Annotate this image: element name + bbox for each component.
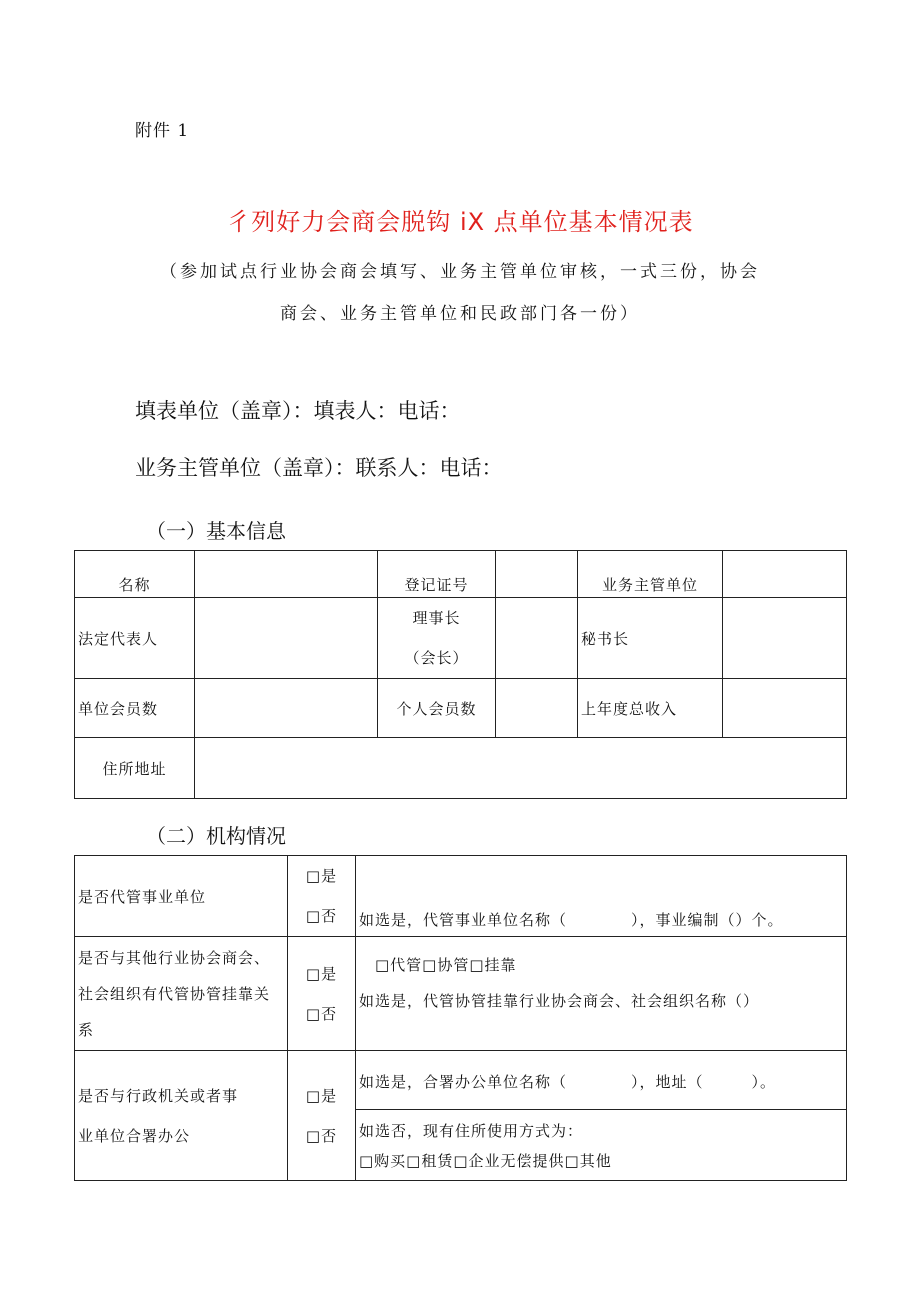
detail-co-located bbox=[356, 1051, 847, 1181]
input-supervisor-unit[interactable] bbox=[723, 551, 847, 598]
label-chairman-line1: 理事长 bbox=[412, 609, 461, 627]
co-located-no-detail: 如选否，现有住所使用方式为： bbox=[359, 1121, 584, 1140]
subtitle-line-2: 商会、业务主管单位和民政部门各一份） bbox=[280, 304, 640, 324]
fill-line-unit: 填表单位（盖章）：填表人：电话： bbox=[135, 399, 461, 423]
yes-no-choice-3 bbox=[288, 1051, 356, 1181]
label-chairman-line2: （会长） bbox=[404, 649, 469, 667]
label-supervisor-unit: 业务主管单位 bbox=[578, 551, 723, 598]
checkbox-yes-3[interactable]: □是 bbox=[305, 1086, 338, 1105]
co-located-yes-detail: 如选是，合署办公单位名称（ ），地址（ ）。 bbox=[356, 1056, 846, 1110]
label-individual-members: 个人会员数 bbox=[378, 679, 496, 738]
input-address[interactable] bbox=[195, 738, 847, 799]
q-manages-institution: 是否代管事业单位 bbox=[75, 856, 288, 937]
input-last-year-income[interactable] bbox=[723, 679, 847, 738]
input-name[interactable] bbox=[195, 551, 378, 598]
input-registration-no[interactable] bbox=[496, 551, 578, 598]
input-individual-members[interactable] bbox=[496, 679, 578, 738]
label-unit-members: 单位会员数 bbox=[75, 679, 195, 738]
q-affiliation bbox=[75, 937, 288, 1051]
basic-info-table bbox=[74, 550, 847, 799]
label-last-year-income: 上年度总收入 bbox=[578, 679, 723, 738]
label-legal-rep: 法定代表人 bbox=[75, 598, 195, 679]
input-chairman[interactable] bbox=[496, 598, 578, 679]
checkbox-yes-1[interactable]: □是 bbox=[305, 867, 338, 885]
subtitle-line-1: （参加试点行业协会商会填写、业务主管单位审核，一式三份，协会 bbox=[160, 262, 760, 282]
checkbox-no-3[interactable]: □否 bbox=[305, 1126, 338, 1145]
co-located-no-block bbox=[356, 1110, 846, 1176]
organization-table bbox=[74, 855, 847, 1181]
label-secretary-general: 秘书长 bbox=[578, 598, 723, 679]
input-legal-rep[interactable] bbox=[195, 598, 378, 679]
label-address: 住所地址 bbox=[75, 738, 195, 799]
fill-line-supervisor: 业务主管单位（盖章）：联系人：电话： bbox=[135, 456, 503, 480]
input-secretary-general[interactable] bbox=[723, 598, 847, 679]
checkbox-no-1[interactable]: □否 bbox=[305, 907, 338, 925]
detail-affiliation bbox=[356, 937, 847, 1051]
q-affiliation-line3: 系 bbox=[78, 1020, 95, 1039]
checkbox-no-2[interactable]: □否 bbox=[305, 1004, 338, 1023]
q-co-located-line1: 是否与行政机关或者事 bbox=[78, 1086, 239, 1105]
label-registration-no: 登记证号 bbox=[378, 551, 496, 598]
label-name: 名称 bbox=[75, 551, 195, 598]
label-chairman bbox=[378, 598, 496, 679]
yes-no-choice-1 bbox=[288, 856, 356, 937]
yes-no-choice-2 bbox=[288, 937, 356, 1051]
attachment-label: 附件 1 bbox=[135, 121, 190, 141]
section-basic-info-title: （一）基本信息 bbox=[146, 519, 286, 543]
premises-usage-options[interactable]: □购买□租赁□企业无偿提供□其他 bbox=[359, 1151, 612, 1170]
checkbox-yes-2[interactable]: □是 bbox=[305, 964, 338, 983]
detail-manages-institution: 如选是，代管事业单位名称（ ），事业编制（）个。 bbox=[356, 856, 847, 937]
q-co-located bbox=[75, 1051, 288, 1181]
q-co-located-line2: 业单位合署办公 bbox=[78, 1126, 191, 1145]
q-affiliation-line1: 是否与其他行业协会商会、 bbox=[78, 948, 271, 967]
affiliation-options[interactable]: □代管□协管□挂靠 bbox=[375, 956, 517, 974]
document-title: 彳列好力会商会脱钩 iX 点单位基本情况表 bbox=[226, 208, 694, 236]
q-affiliation-line2: 社会组织有代管协管挂靠关 bbox=[78, 984, 271, 1003]
input-unit-members[interactable] bbox=[195, 679, 378, 738]
affiliation-detail: 如选是，代管协管挂靠行业协会商会、社会组织名称（） bbox=[359, 992, 760, 1010]
section-organization-title: （二）机构情况 bbox=[146, 824, 286, 848]
